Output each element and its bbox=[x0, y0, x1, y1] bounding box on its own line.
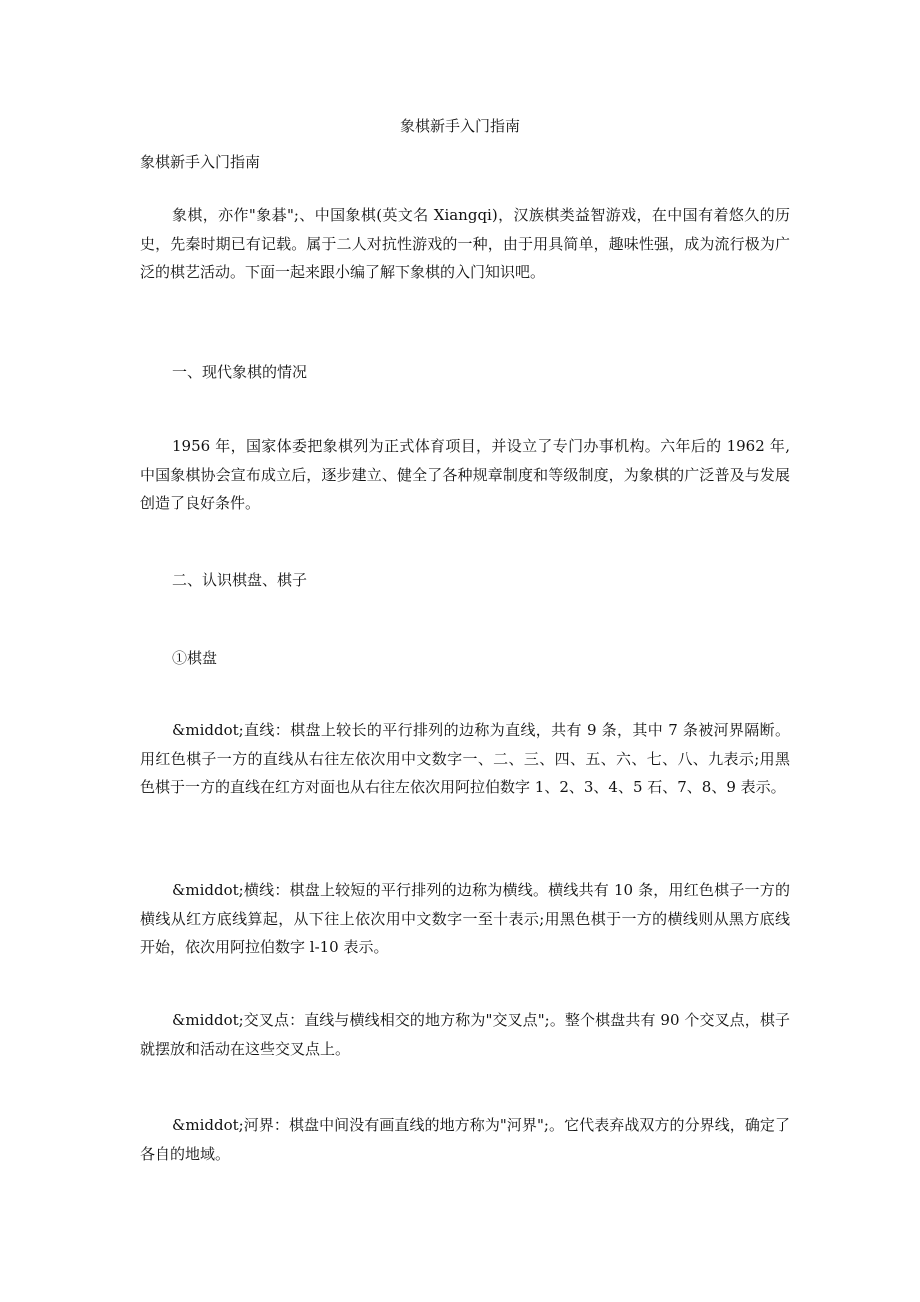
document-subtitle: 象棋新手入门指南 bbox=[140, 153, 261, 171]
board-subheading: ①棋盘 bbox=[172, 649, 218, 667]
river-paragraph: &middot;河界：棋盘中间没有画直线的地方称为"河界";。它代表弃战双方的分界线，确定了各自的地域。 bbox=[140, 1116, 790, 1163]
intro-paragraph: 象棋，亦作"象碁";、中国象棋(英文名 Xiangqi)，汉族棋类益智游戏，在中国有着悠久的历史，先秦时期已有记载。属于二人对抗性游戏的一种，由于用具简单，趣味性强，成为流行极为广泛的棋艺活动。下面一起来跟小编了解下象棋的入门知识吧。 bbox=[140, 206, 790, 281]
document-title: 象棋新手入门指南 bbox=[399, 117, 520, 135]
intersection-paragraph: &middot;交叉点：直线与横线相交的地方称为"交叉点";。整个棋盘共有 90 个交叉点，棋子就摆放和活动在这些交叉点上。 bbox=[140, 1011, 790, 1058]
horizontal-lines-paragraph: &middot;横线：棋盘上较短的平行排列的边称为横线。横线共有 10 条，用红色棋子一方的横线从红方底线算起，从下往上依次用中文数字一至十表示;用黑色棋于一方的横线则从黑方底线开始，依次用阿拉伯数字 l-10 表示。 bbox=[140, 881, 790, 956]
section-1-heading: 一、现代象棋的情况 bbox=[172, 363, 308, 381]
section-2-heading: 二、认识棋盘、棋子 bbox=[172, 571, 308, 589]
straight-lines-paragraph: &middot;直线：棋盘上较长的平行排列的边称为直线，共有 9 条，其中 7 条被河界隔断。用红色棋子一方的直线从右往左依次用中文数字一、二、三、四、五、六、七、八、九表示;用黑色棋于一方的直线在红方对面也从右往左依次用阿拉伯数字 1、2、3、4、5 石、7、8、9 表示。 bbox=[140, 721, 790, 796]
section-1-paragraph: 1956 年，国家体委把象棋列为正式体育项目，并设立了专门办事机构。六年后的 1962 年,中国象棋协会宣布成立后，逐步建立、健全了各种规章制度和等级制度，为象棋的广泛普及与发展创造了良好条件。 bbox=[140, 437, 790, 512]
